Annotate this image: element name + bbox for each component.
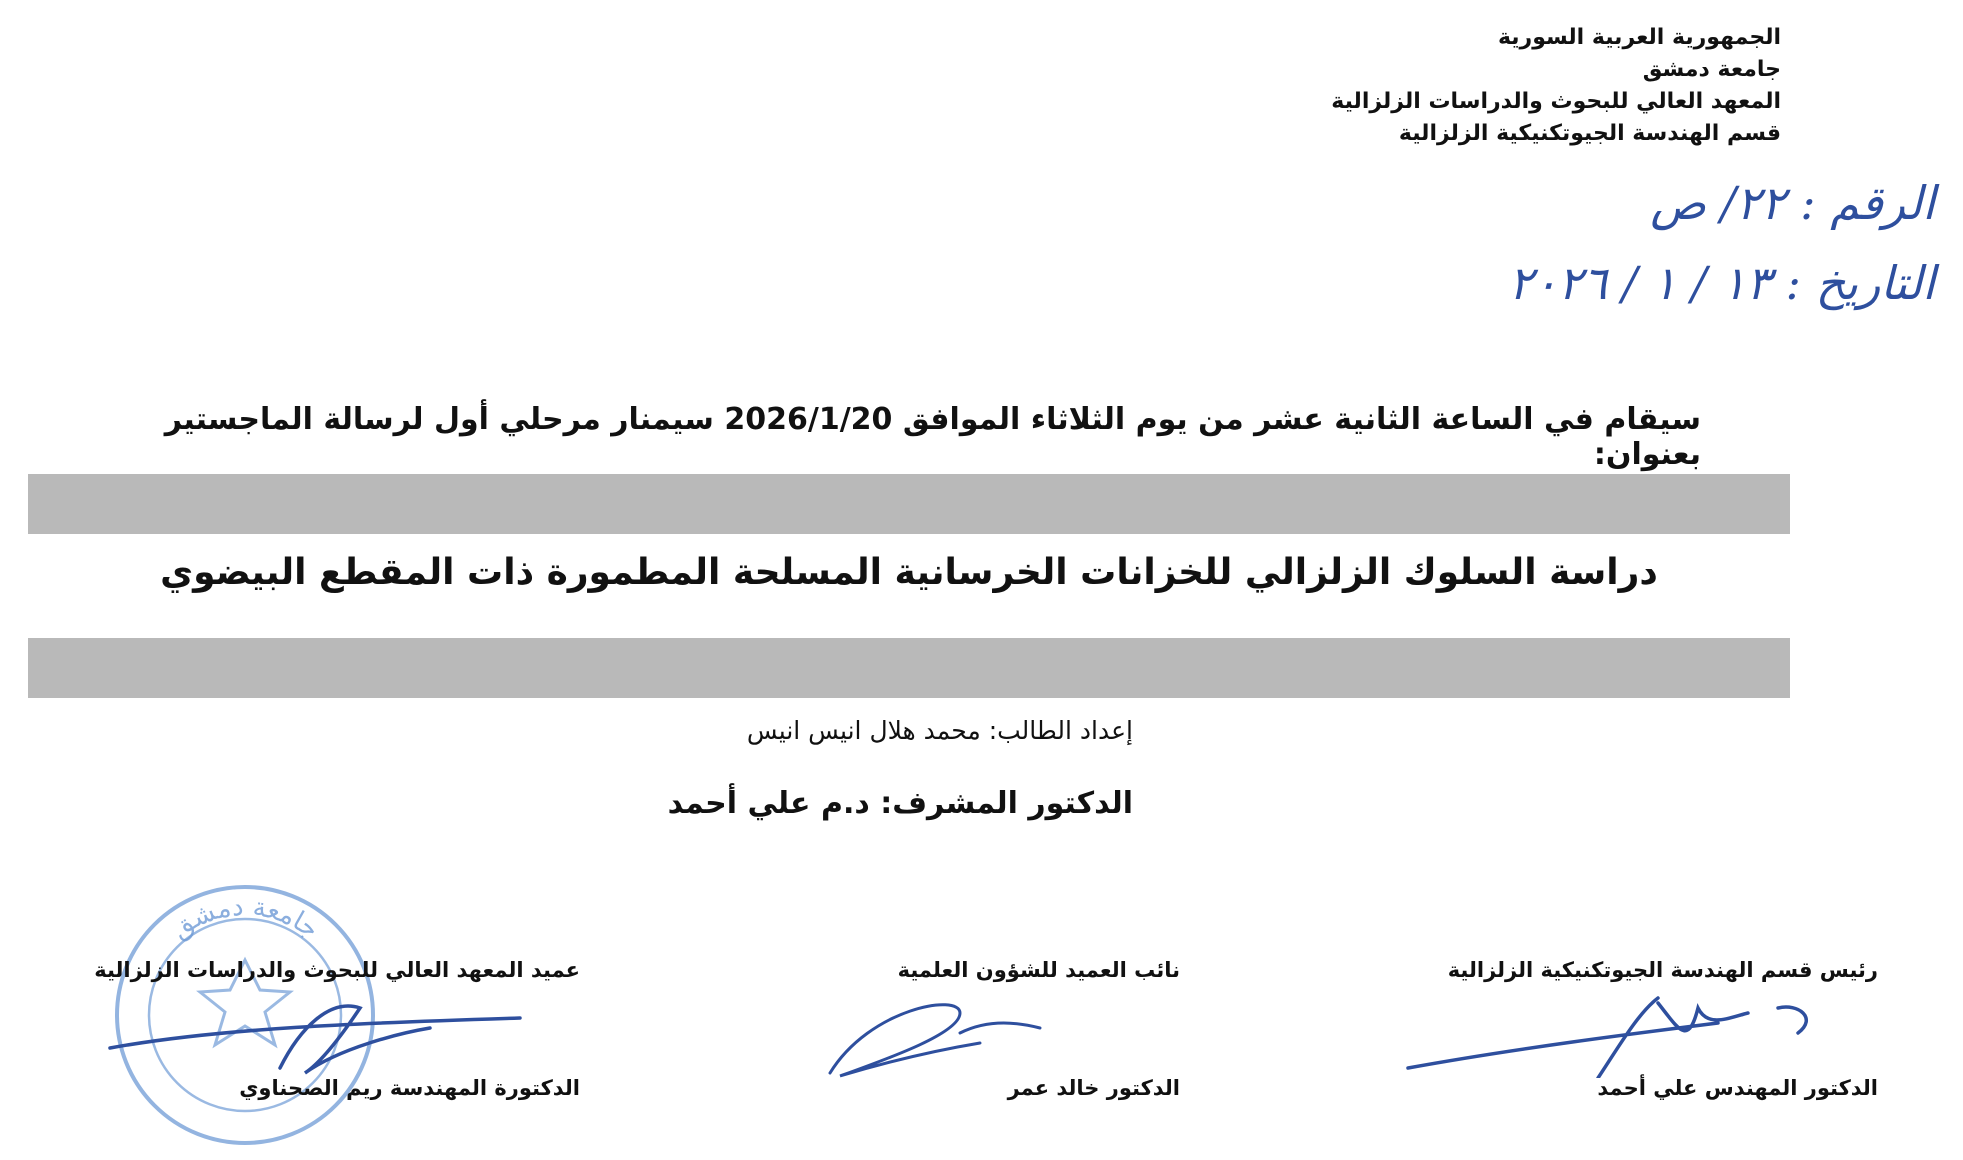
header-university: جامعة دمشق	[1642, 57, 1781, 82]
signatory-dean-name: الدكتورة المهندسة ريم الصحناوي	[239, 1076, 580, 1100]
signatory-department-head	[1318, 958, 1878, 1100]
stamp-text: جامعة دمشق	[165, 891, 325, 945]
supervisor-line: الدكتور المشرف: د.م علي أحمد	[667, 786, 1133, 821]
student-line: إعداد الطالب: محمد هلال انيس انيس	[746, 716, 1133, 745]
dean-signature-icon	[100, 988, 540, 1078]
vice-dean-signature-icon	[810, 988, 1070, 1088]
thesis-title: دراسة السلوك الزلزالي للخزانات الخرسانية المسلحة المطمورة ذات المقطع البيضوي	[160, 552, 1658, 593]
signatory-vice-dean	[620, 958, 1180, 1100]
signatory-dean	[20, 958, 580, 1100]
signatory-dean-role: عميد المعهد العالي للبحوث والدراسات الزلزالية	[94, 958, 580, 982]
signatory-department-head-name: الدكتور المهندس علي أحمد	[1597, 1076, 1878, 1100]
seminar-announcement: سيقام في الساعة الثانية عشر من يوم الثلاثاء الموافق 2026/1/20 سيمنار مرحلي أول لرسالة الماجستير بعنوان:	[164, 402, 1701, 472]
institution-header	[1221, 22, 1781, 150]
gray-band-top	[28, 474, 1790, 534]
signatory-vice-dean-name: الدكتور خالد عمر	[1007, 1076, 1180, 1100]
handwritten-date: التاريخ : ١٣ / ١ / ٢٠٢٦	[1508, 256, 1935, 310]
handwritten-reference-number: الرقم : ٢٢/ ص	[1650, 176, 1935, 230]
gray-band-bottom	[28, 638, 1790, 698]
header-institute: المعهد العالي للبحوث والدراسات الزلزالية	[1331, 89, 1781, 114]
signatory-department-head-role: رئيس قسم الهندسة الجيوتكنيكية الزلزالية	[1447, 958, 1878, 982]
signatory-vice-dean-role: نائب العميد للشؤون العلمية	[897, 958, 1180, 982]
header-department: قسم الهندسة الجيوتكنيكية الزلزالية	[1398, 121, 1781, 146]
department-head-signature-icon	[1398, 988, 1838, 1078]
header-country: الجمهورية العربية السورية	[1497, 25, 1781, 50]
